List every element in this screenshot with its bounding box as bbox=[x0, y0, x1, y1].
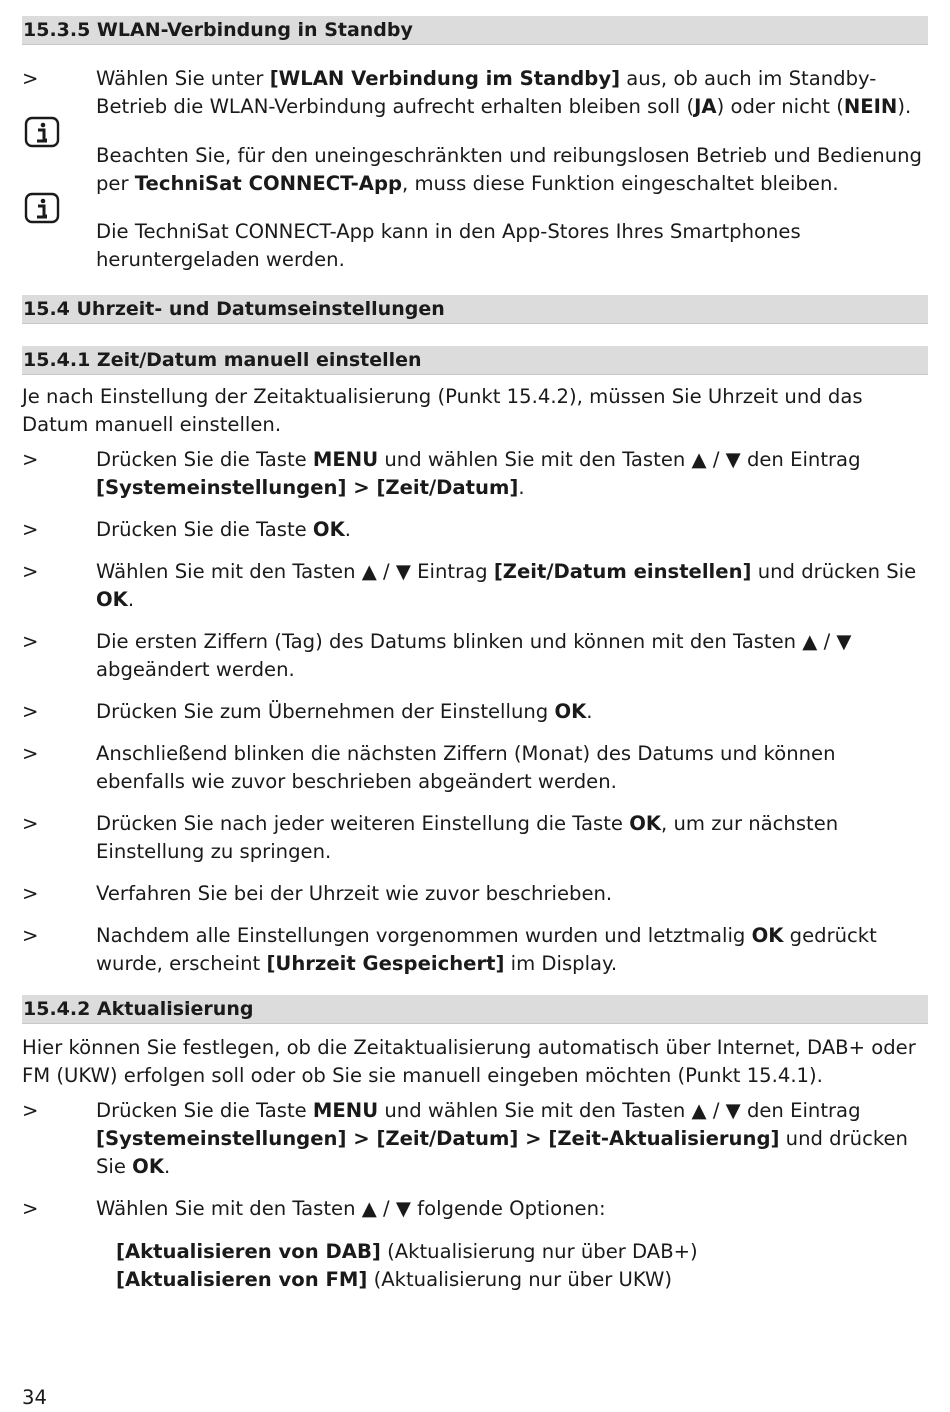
info-note-app-stores: Die TechniSat CONNECT-App kann in den App-Stores Ihres Smartphones heruntergeladen werden. bbox=[22, 218, 928, 274]
info-note-connect-app: Beachten Sie, für den uneingeschränkten und reibungslosen Betrieb und Bedienung per TechniSat CONNECT-App, muss diese Funktion eingeschaltet bleiben. bbox=[22, 142, 928, 198]
section-heading-15-4: 15.4 Uhrzeit- und Datumseinstellungen bbox=[22, 295, 928, 324]
section-heading-15-4-1: 15.4.1 Zeit/Datum manuell einstellen bbox=[22, 346, 928, 375]
option-dab: [Aktualisieren von DAB] (Aktualisierung nur über DAB+) bbox=[116, 1240, 698, 1263]
step-item: > Drücken Sie die Taste OK. bbox=[22, 518, 351, 541]
step-item: > Drücken Sie die Taste MENU und wählen Sie mit den Tasten ▲ / ▼ den Eintrag [Systemeinstellungen] > [Zeit/Datum]. bbox=[22, 448, 861, 499]
step-item: > Die ersten Ziffern (Tag) des Datums blinken und können mit den Tasten ▲ / ▼ abgeändert werden. bbox=[22, 630, 852, 681]
step-item: > Wählen Sie mit den Tasten ▲ / ▼ folgende Optionen: bbox=[22, 1197, 606, 1220]
step-marker: > bbox=[22, 67, 39, 90]
step-item: > Drücken Sie die Taste MENU und wählen Sie mit den Tasten ▲ / ▼ den Eintrag [Systemeinstellungen] > [Zeit/Datum] > [Zeit-Aktualisierung] und drücken Sie OK. bbox=[22, 1099, 908, 1178]
info-icon bbox=[24, 116, 60, 150]
step-item: > Nachdem alle Einstellungen vorgenommen wurden und letztmalig OK gedrückt wurde, erscheint [Uhrzeit Gespeichert] im Display. bbox=[22, 924, 877, 975]
manual-page bbox=[22, 16, 928, 1294]
step-item: > Drücken Sie zum Übernehmen der Einstellung OK. bbox=[22, 700, 593, 723]
step-item: > Anschließend blinken die nächsten Ziffern (Monat) des Datums und können ebenfalls wie zuvor beschrieben abgeändert werden. bbox=[22, 742, 836, 793]
info-icon bbox=[24, 192, 60, 226]
intro-paragraph: Hier können Sie festlegen, ob die Zeitaktualisierung automatisch über Internet, DAB+ oder FM (UKW) erfolgen soll oder ob Sie sie manuell eingeben möchten (Punkt 15.4.1). bbox=[22, 1036, 916, 1087]
section-heading-15-4-2: 15.4.2 Aktualisierung bbox=[22, 995, 928, 1024]
page-number: 34 bbox=[22, 1386, 47, 1409]
intro-paragraph: Je nach Einstellung der Zeitaktualisierung (Punkt 15.4.2), müssen Sie Uhrzeit und das Datum manuell einstellen. bbox=[22, 385, 863, 436]
options-list bbox=[22, 1238, 928, 1294]
step-item: > Verfahren Sie bei der Uhrzeit wie zuvor beschrieben. bbox=[22, 882, 613, 905]
step-item: > Wählen Sie mit den Tasten ▲ / ▼ Eintrag [Zeit/Datum einstellen] und drücken Sie OK. bbox=[22, 560, 917, 611]
step-item: > Drücken Sie nach jeder weiteren Einstellung die Taste OK, um zur nächsten Einstellung zu springen. bbox=[22, 812, 839, 863]
option-fm: [Aktualisieren von FM] (Aktualisierung nur über UKW) bbox=[116, 1268, 673, 1291]
section-heading-15-3-5: 15.3.5 WLAN-Verbindung in Standby bbox=[22, 16, 928, 45]
step-wlan-standby: > Wählen Sie unter [WLAN Verbindung im Standby] aus, ob auch im Standby-Betrieb die WLAN-Verbindung aufrecht erhalten bleiben soll (JA) oder nicht (NEIN). bbox=[22, 67, 912, 118]
